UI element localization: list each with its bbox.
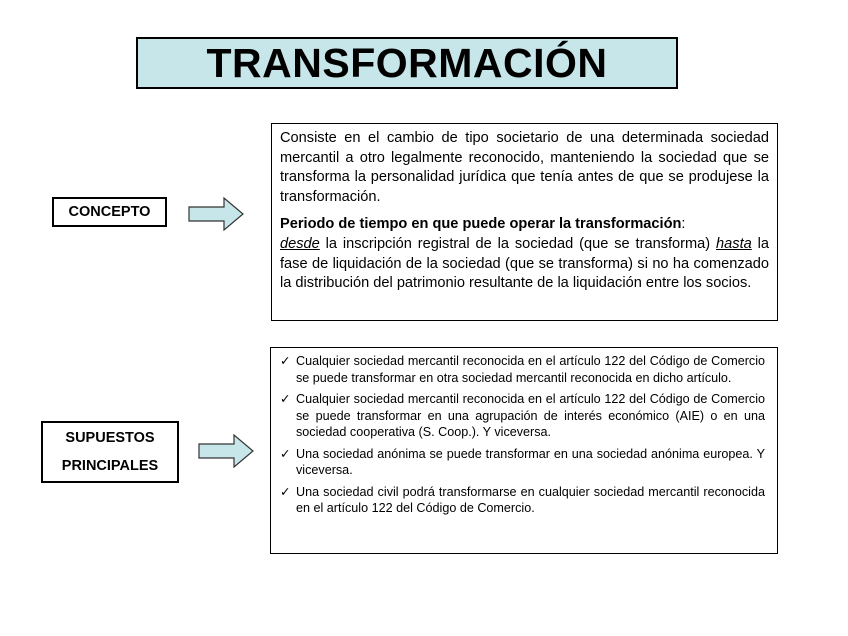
checkmark-icon: ✓ — [280, 392, 291, 406]
list-item-text: Una sociedad civil podrá transformarse en cualquier sociedad mercantil reconocida en el artículo 122 del Código de Comercio. — [296, 484, 765, 515]
supuestos-label-line2: PRINCIPALES — [61, 458, 159, 474]
supuestos-label-box — [41, 421, 179, 483]
right-arrow-icon — [188, 197, 244, 231]
list-item-text: Cualquier sociedad mercantil reconocida en el artículo 122 del Código de Comercio se puede transformar en una agrupación de interés económico (AIE) o en una sociedad cooperativa (S. Coop.). Y viceversa. — [296, 392, 765, 439]
hasta-word: hasta — [716, 235, 752, 252]
list-item — [280, 446, 765, 479]
checkmark-icon: ✓ — [280, 446, 291, 461]
title-box — [136, 37, 678, 89]
periodo-colon: : — [681, 216, 686, 233]
list-item-text: Una sociedad anónima se puede transformar en una sociedad anónima europea. Y viceversa. — [296, 446, 765, 477]
concept-label: CONCEPTO — [68, 204, 151, 220]
list-item — [280, 484, 765, 517]
checkmark-icon: ✓ — [280, 484, 291, 499]
list-item — [280, 353, 765, 386]
periodo-heading: Periodo de tiempo en que puede operar la transformación — [280, 216, 682, 233]
supuestos-list-box — [270, 347, 778, 554]
supuestos-label-line1: SUPUESTOS — [65, 430, 155, 446]
right-arrow-icon — [198, 434, 254, 468]
concept-definition-box — [271, 123, 778, 321]
periodo-paragraph — [280, 215, 769, 293]
list-item — [280, 391, 765, 441]
list-item-text: Cualquier sociedad mercantil reconocida en el artículo 122 del Código de Comercio se puede transformar en otra sociedad mercantil reconocida en dicho artículo. — [296, 354, 765, 385]
concept-paragraph: Consiste en el cambio de tipo societario de una determinada sociedad mercantil a otro legalmente reconocido, manteniendo la sociedad que se transforma la personalidad jurídica que tenía antes de que se produjese la transformación. — [280, 130, 769, 205]
desde-word: desde — [280, 235, 320, 252]
checkmark-icon: ✓ — [280, 354, 291, 368]
hasta-text: la fase de liquidación de la sociedad (que se transforma) si no ha comenzado la distribución del patrimonio resultante de la liquidación entre los socios. — [280, 235, 769, 292]
desde-text: la inscripción registral de la sociedad (que se transforma) — [319, 235, 717, 252]
concept-label-box — [52, 197, 167, 227]
page-title: TRANSFORMACIÓN — [206, 39, 608, 86]
